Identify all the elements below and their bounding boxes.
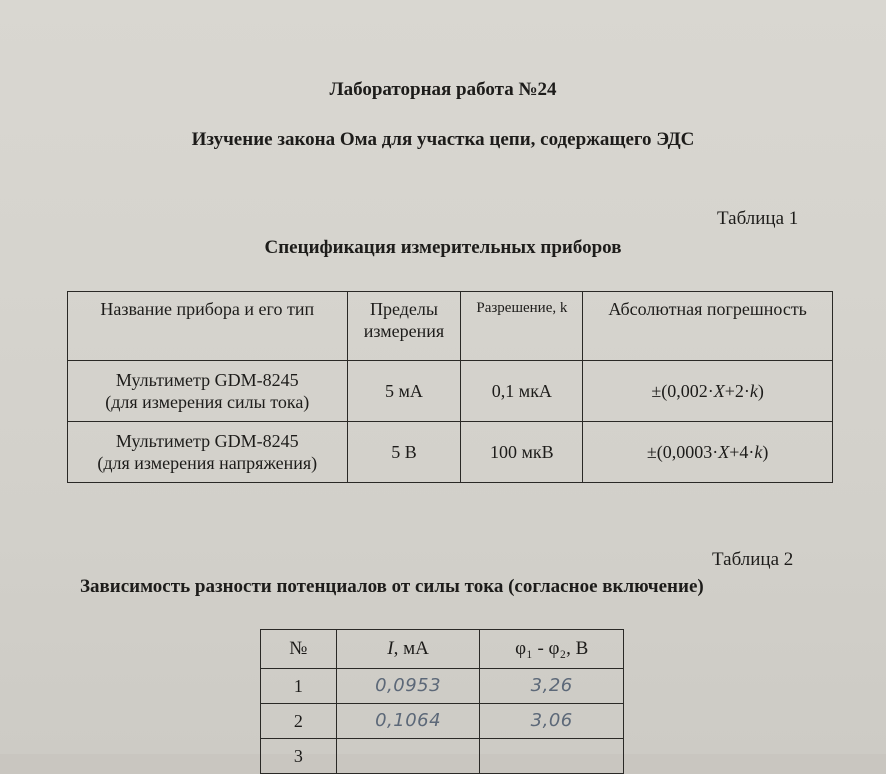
- table-row: [261, 669, 624, 704]
- header-current: I, мА: [336, 630, 480, 669]
- lab-subject: Изучение закона Ома для участка цепи, содержащего ЭДС: [191, 129, 695, 150]
- header-abs-error: Абсолютная погрешность: [583, 292, 833, 361]
- device-name: Мультиметр GDM-8245: [115, 431, 299, 451]
- potential-value: 3,06: [480, 704, 624, 739]
- current-value: [336, 739, 480, 774]
- table2-caption: Зависимость разности потенциалов от силы тока (согласное включение): [80, 576, 704, 597]
- device-purpose: (для измерения силы тока): [105, 392, 310, 412]
- row-number: 2: [261, 704, 337, 739]
- table1-number: Таблица 1: [717, 208, 799, 229]
- table-row: [68, 361, 833, 422]
- table-row: [261, 704, 624, 739]
- lab-title: Лабораторная работа №24: [329, 79, 557, 100]
- row-number: 3: [261, 739, 337, 774]
- header-limits: Пределы измерения: [347, 292, 461, 361]
- table2-number: Таблица 2: [712, 549, 794, 570]
- table-header-row: [261, 630, 624, 669]
- abs-error-formula: ±(0,002·X+2·k): [583, 361, 833, 422]
- measurements-table: [260, 629, 624, 774]
- header-potential: φ₁ - φ₂, В: [480, 630, 624, 669]
- header-device: Название прибора и его тип: [68, 292, 348, 361]
- header-resolution: Разрешение, k: [461, 292, 583, 361]
- potential-value: [480, 739, 624, 774]
- device-cell: [68, 422, 348, 483]
- limits-cell: 5 мА: [347, 361, 461, 422]
- header-num: №: [261, 630, 337, 669]
- limits-cell: 5 В: [347, 422, 461, 483]
- current-value: 0,0953: [336, 669, 480, 704]
- table-row: [261, 739, 624, 774]
- table-row: [68, 422, 833, 483]
- table-header-row: [68, 292, 833, 361]
- table1-caption: Спецификация измерительных приборов: [264, 237, 622, 258]
- potential-value: 3,26: [480, 669, 624, 704]
- device-name: Мультиметр GDM-8245: [115, 370, 299, 390]
- device-purpose: (для измерения напряжения): [97, 453, 318, 473]
- resolution-cell: 0,1 мкА: [461, 361, 583, 422]
- resolution-cell: 100 мкВ: [461, 422, 583, 483]
- instruments-table: [67, 291, 833, 483]
- abs-error-formula: ±(0,0003·X+4·k): [583, 422, 833, 483]
- row-number: 1: [261, 669, 337, 704]
- device-cell: [68, 361, 348, 422]
- current-value: 0,1064: [336, 704, 480, 739]
